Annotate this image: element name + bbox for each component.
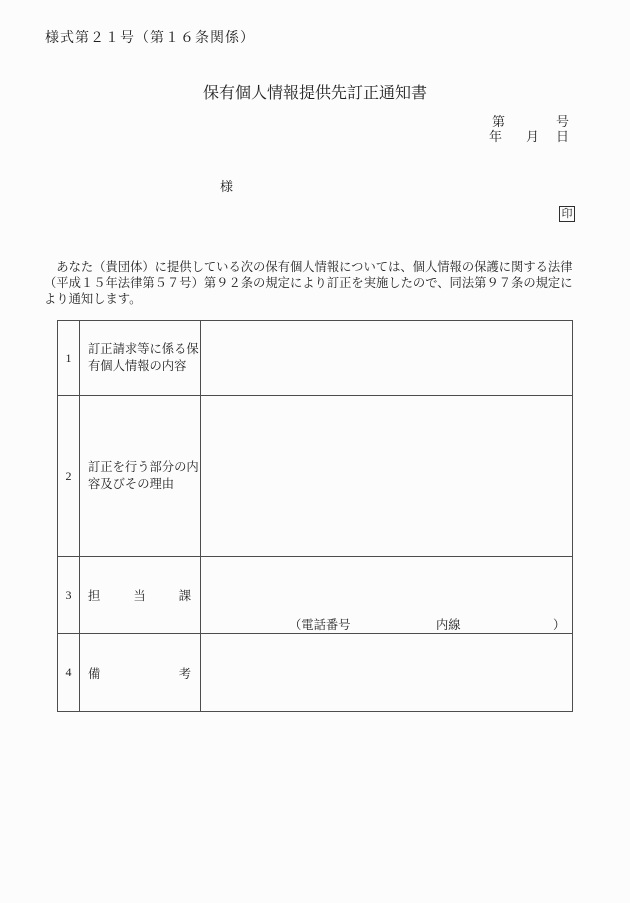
table-row2-label: 訂正を行う部分の内容及びその理由 — [80, 396, 201, 557]
table-row4-label — [80, 634, 201, 711]
table-row1-label: 訂正請求等に係る保有個人情報の内容 — [80, 321, 201, 396]
table-row4-value-cell — [201, 634, 572, 711]
table-row1-number: 1 — [58, 321, 80, 396]
table-row2-value-cell — [201, 396, 572, 557]
date-day-label: 日 — [555, 129, 569, 144]
phone-extension-label: 内線 — [436, 618, 461, 632]
table-row4-number: 4 — [58, 634, 80, 711]
seal-placeholder: 印 — [559, 206, 575, 222]
doc-number-prefix: 第 — [492, 114, 506, 129]
date-year-label: 年 — [489, 129, 503, 144]
body-line: あなた（貴団体）に提供している次の保有個人情報については、個人情報の保護に関する法律 — [44, 260, 573, 274]
form-number: 様式第２１号（第１６条関係） — [45, 31, 255, 46]
body-paragraph — [44, 260, 592, 307]
table-row3-label-char: 当 — [133, 589, 146, 603]
document-date-line — [489, 129, 569, 144]
addressee-honorific: 様 — [220, 179, 234, 194]
document-title: 保有個人情報提供先訂正通知書 — [202, 85, 427, 102]
table-row2-number: 2 — [58, 396, 80, 557]
table-row3-number: 3 — [58, 557, 80, 634]
table-row3-label-char: 担 — [88, 589, 101, 603]
document-number-line — [489, 114, 569, 129]
document-number-block — [489, 114, 569, 144]
table-row4-label-char: 考 — [178, 666, 191, 681]
form-table — [57, 320, 573, 712]
phone-number-close-label: ） — [553, 618, 566, 632]
phone-number-line — [201, 615, 572, 631]
body-line: （平成１５年法律第５７号）第９２条の規定により訂正を実施したので、同法第９７条の規定に — [44, 275, 573, 290]
table-row3-label — [80, 557, 201, 634]
table-row4-label-char: 備 — [88, 666, 101, 681]
doc-number-suffix: 号 — [555, 114, 569, 129]
body-line: より通知します。 — [44, 291, 142, 306]
date-month-label: 月 — [526, 129, 540, 144]
table-row3-value-cell — [201, 557, 572, 634]
table-row3-label-char: 課 — [178, 589, 191, 603]
phone-number-open-label: （電話番号 — [289, 618, 351, 632]
table-row1-value-cell — [201, 321, 572, 396]
